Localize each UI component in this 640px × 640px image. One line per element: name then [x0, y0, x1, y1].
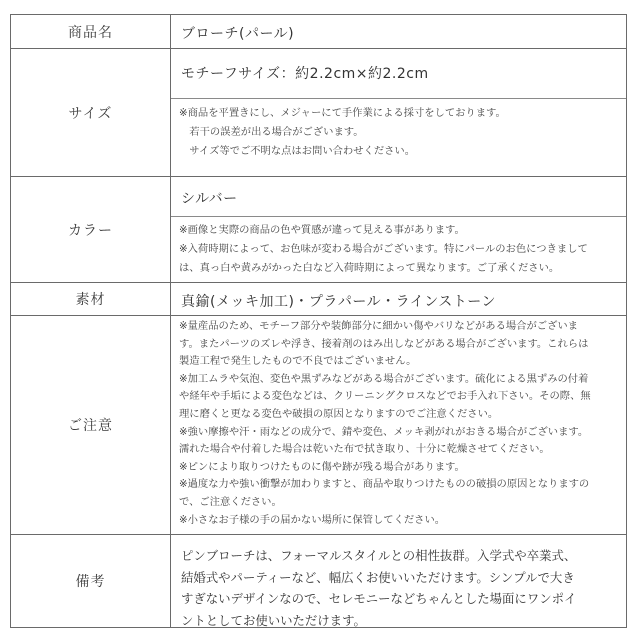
size-notes: [179, 104, 620, 161]
size-note-line: ※商品を平置きにし、メジャーにて手作業による採寸をしております。: [179, 107, 506, 119]
caution-line: ※加工ムラや気泡、変色や黒ずみなどがある場合がございます。硫化による黒ずみの付着: [179, 372, 589, 385]
row-color: [11, 176, 626, 282]
material-value: 真鍮(メッキ加工)・プラパール・ラインストーン: [181, 294, 497, 310]
remarks-line: ントとしてお使いいただけます。: [181, 612, 366, 628]
caution-line: す。またパーツのズレや浮き、接着剤のはみ出しなどがある場合がございます。これらは: [179, 337, 589, 350]
remarks-label: 備考: [11, 535, 171, 627]
caution-line: で、ご注意ください。: [179, 495, 282, 508]
color-note-line: ※画像と実際の商品の色や質感が違って見える事があります。: [179, 224, 465, 236]
size-notes-cell: [171, 98, 626, 176]
caution-line: や経年や手垢による変色などは、クリーニングクロスなどでお手入れ下さい。その際、無: [179, 390, 591, 403]
caution-line: ※強い摩擦や汗・雨などの成分で、錆や変色、メッキ剥がれがおきる場合がございます。: [179, 425, 589, 438]
remarks-line: ピンブローチは、フォーマルスタイルとの相性抜群。入学式や卒業式、: [181, 548, 577, 563]
color-note-line: ※入荷時期によって、お色味が変わる場合がございます。特にパールのお色につきまして: [179, 243, 588, 255]
remarks-text: [181, 545, 618, 631]
size-note-line: 若干の誤差が出る場合がございます。: [179, 126, 364, 138]
caution-line: ※小さなお子様の手の届かない場所に保管してください。: [179, 513, 446, 526]
color-notes: [179, 221, 620, 278]
color-label: カラー: [11, 177, 171, 282]
caution-line: 濡れた場合や付着した場合は乾いた布で拭き取り、十分に乾燥させてください。: [179, 443, 550, 456]
row-product-name: [11, 15, 626, 48]
row-remarks: [11, 534, 626, 627]
caution-label: ご注意: [11, 316, 171, 534]
caution-line: 製造工程で発生したもので不良ではございません。: [179, 355, 417, 368]
product-name-value: ブローチ(パール): [181, 26, 295, 42]
material-label: 素材: [11, 283, 171, 315]
color-notes-cell: [171, 216, 626, 282]
caution-line: 理に磨くと更なる変色や破損の原因となりますのでご注意ください。: [179, 407, 499, 420]
row-material: [11, 282, 626, 315]
row-caution: [11, 315, 626, 534]
row-size: [11, 48, 626, 176]
size-value: モチーフサイズ：約2.2cm×約2.2cm: [181, 66, 429, 82]
remarks-line: すぎないデザインなので、セレモニーなどちゃんとした場面にワンポイ: [181, 591, 577, 606]
remarks-line: 結婚式やパーティーなど、幅広くお使いいただけます。シンプルで大き: [181, 569, 575, 585]
caution-notes: [179, 318, 620, 529]
color-note-line: は、真っ白や黄みがかった白など入荷時期によって異なります。ご了承ください。: [179, 262, 560, 274]
caution-line: ※過度な力や強い衝撃が加わりますと、商品や取りつけたものの破損の原因となりますの: [179, 478, 590, 491]
size-label: サイズ: [11, 49, 171, 176]
caution-line: ※量産品のため、モチーフ部分や装飾部分に細かい傷やバリなどがある場合がございま: [179, 320, 578, 332]
product-name-label: 商品名: [11, 15, 171, 48]
caution-line: ※ピンにより取りつけたものに傷や跡が残る場合があります。: [179, 460, 465, 473]
size-note-line: サイズ等でご不明な点はお問い合わせください。: [179, 145, 416, 157]
product-spec-table: [10, 14, 627, 628]
color-value: シルバー: [181, 191, 238, 207]
